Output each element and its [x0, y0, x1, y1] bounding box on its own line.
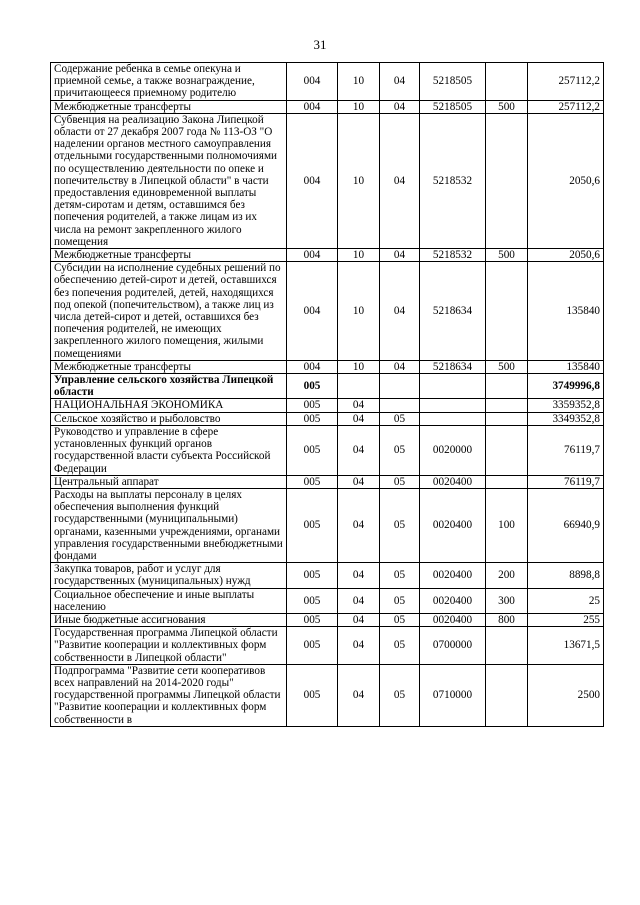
cell-amount: 76119,7: [528, 475, 604, 488]
cell-target-article: 0020400: [420, 475, 486, 488]
cell-subsection-code: 04: [380, 100, 420, 113]
cell-amount: 25: [528, 588, 604, 613]
cell-amount: 76119,7: [528, 425, 604, 475]
cell-expense-type: [486, 113, 528, 248]
table-row: [51, 475, 604, 488]
cell-amount: 255: [528, 613, 604, 626]
cell-expense-type: 500: [486, 249, 528, 262]
table-row: [51, 425, 604, 475]
cell-section-code: 04: [338, 627, 380, 665]
cell-name: Подпрограмма "Развитие сети кооперативов всех направлений на 2014-2020 годы" государственной программы Липецкой области "Развитие кооперации и коллективных форм собственности в: [51, 664, 287, 726]
cell-expense-type: [486, 374, 528, 399]
cell-expense-type: [486, 664, 528, 726]
cell-amount: 257112,2: [528, 100, 604, 113]
cell-subsection-code: 04: [380, 262, 420, 361]
cell-target-article: [420, 412, 486, 425]
cell-name: Расходы на выплаты персоналу в целях обеспечения выполнения функций государственными (муниципальными) органами, казенными учреждениями, органами управления государственными внебюджетными фондами: [51, 488, 287, 562]
table-row: [51, 374, 604, 399]
cell-section-code: 10: [338, 360, 380, 373]
cell-subsection-code: 05: [380, 412, 420, 425]
cell-department-code: 005: [287, 425, 338, 475]
table-row: [51, 262, 604, 361]
cell-amount: 2050,6: [528, 249, 604, 262]
cell-department-code: 004: [287, 249, 338, 262]
cell-amount: 3749996,8: [528, 374, 604, 399]
table-row: [51, 412, 604, 425]
cell-section-code: 04: [338, 588, 380, 613]
cell-department-code: 005: [287, 563, 338, 588]
cell-subsection-code: 05: [380, 613, 420, 626]
cell-department-code: 004: [287, 100, 338, 113]
table-row: [51, 588, 604, 613]
cell-expense-type: 200: [486, 563, 528, 588]
cell-amount: 135840: [528, 360, 604, 373]
cell-expense-type: [486, 627, 528, 665]
cell-subsection-code: [380, 399, 420, 412]
cell-amount: 66940,9: [528, 488, 604, 562]
cell-department-code: 005: [287, 374, 338, 399]
cell-target-article: 5218634: [420, 262, 486, 361]
cell-department-code: 005: [287, 412, 338, 425]
cell-department-code: 005: [287, 664, 338, 726]
cell-name: Межбюджетные трансферты: [51, 100, 287, 113]
cell-target-article: 0020400: [420, 488, 486, 562]
cell-target-article: 0700000: [420, 627, 486, 665]
cell-section-code: 04: [338, 475, 380, 488]
cell-target-article: [420, 374, 486, 399]
cell-subsection-code: 05: [380, 627, 420, 665]
cell-expense-type: [486, 412, 528, 425]
table-row: [51, 63, 604, 101]
cell-subsection-code: 04: [380, 360, 420, 373]
table-row: [51, 664, 604, 726]
cell-name: Руководство и управление в сфере установленных функций органов государственной власти субъекта Российской Федерации: [51, 425, 287, 475]
cell-subsection-code: 04: [380, 249, 420, 262]
table-row: [51, 249, 604, 262]
cell-target-article: 5218532: [420, 113, 486, 248]
cell-subsection-code: 05: [380, 475, 420, 488]
cell-section-code: 10: [338, 63, 380, 101]
cell-amount: 13671,5: [528, 627, 604, 665]
cell-subsection-code: 04: [380, 113, 420, 248]
cell-target-article: 0020400: [420, 588, 486, 613]
cell-target-article: 5218634: [420, 360, 486, 373]
cell-expense-type: 500: [486, 360, 528, 373]
table-row: [51, 627, 604, 665]
cell-section-code: 04: [338, 425, 380, 475]
cell-expense-type: [486, 262, 528, 361]
cell-target-article: 5218532: [420, 249, 486, 262]
cell-subsection-code: 05: [380, 563, 420, 588]
cell-target-article: 0020000: [420, 425, 486, 475]
cell-expense-type: 500: [486, 100, 528, 113]
cell-amount: 3359352,8: [528, 399, 604, 412]
table-row: [51, 113, 604, 248]
cell-amount: 3349352,8: [528, 412, 604, 425]
table-row: [51, 613, 604, 626]
cell-expense-type: 800: [486, 613, 528, 626]
cell-expense-type: [486, 425, 528, 475]
cell-department-code: 005: [287, 613, 338, 626]
cell-target-article: 0020400: [420, 613, 486, 626]
cell-subsection-code: 05: [380, 425, 420, 475]
cell-expense-type: [486, 475, 528, 488]
cell-name: Центральный аппарат: [51, 475, 287, 488]
cell-expense-type: 300: [486, 588, 528, 613]
cell-expense-type: [486, 399, 528, 412]
cell-target-article: 5218505: [420, 100, 486, 113]
cell-section-code: 04: [338, 399, 380, 412]
cell-name: НАЦИОНАЛЬНАЯ ЭКОНОМИКА: [51, 399, 287, 412]
cell-name: Субсидии на исполнение судебных решений по обеспечению детей-сирот и детей, оставшихся без попечения родителей, детей, находящихся под опекой (попечительством), а также лиц из числа детей-сирот и детей, оставшихся без попечения родителей, не имеющих закрепленного жилого помещения, жилыми помещениями: [51, 262, 287, 361]
cell-name: Закупка товаров, работ и услуг для государственных (муниципальных) нужд: [51, 563, 287, 588]
cell-department-code: 005: [287, 588, 338, 613]
cell-subsection-code: 05: [380, 488, 420, 562]
cell-department-code: 005: [287, 627, 338, 665]
cell-section-code: 10: [338, 100, 380, 113]
table-row: [51, 399, 604, 412]
cell-department-code: 004: [287, 113, 338, 248]
cell-section-code: 04: [338, 412, 380, 425]
cell-department-code: 004: [287, 360, 338, 373]
cell-department-code: 005: [287, 475, 338, 488]
cell-name: Государственная программа Липецкой области "Развитие кооперации и коллективных форм собственности в Липецкой области": [51, 627, 287, 665]
cell-section-code: 10: [338, 249, 380, 262]
budget-table: [50, 62, 604, 727]
cell-department-code: 005: [287, 488, 338, 562]
cell-subsection-code: 05: [380, 588, 420, 613]
cell-target-article: 0710000: [420, 664, 486, 726]
table-row: [51, 100, 604, 113]
cell-expense-type: 100: [486, 488, 528, 562]
cell-name: Иные бюджетные ассигнования: [51, 613, 287, 626]
cell-name: Управление сельского хозяйства Липецкой области: [51, 374, 287, 399]
cell-target-article: 0020400: [420, 563, 486, 588]
cell-name: Социальное обеспечение и иные выплаты населению: [51, 588, 287, 613]
cell-name: Межбюджетные трансферты: [51, 360, 287, 373]
cell-subsection-code: [380, 374, 420, 399]
cell-subsection-code: 05: [380, 664, 420, 726]
cell-name: Субвенция на реализацию Закона Липецкой области от 27 декабря 2007 года № 113-ОЗ "О наделении органов местного самоуправления отдельными государственными полномочиями по осуществлению деятельности по опеке и попечительству в Липецкой области" в части предоставления единовременной выплаты детям-сиротам и детям, оставшимся без попечения родителей, а также лицам из их числа на ремонт закрепленного жилого помещения: [51, 113, 287, 248]
cell-section-code: 04: [338, 664, 380, 726]
cell-section-code: 10: [338, 113, 380, 248]
table-row: [51, 488, 604, 562]
cell-department-code: 005: [287, 399, 338, 412]
cell-name: Сельское хозяйство и рыболовство: [51, 412, 287, 425]
cell-department-code: 004: [287, 262, 338, 361]
page-number: 31: [313, 37, 327, 52]
cell-section-code: 04: [338, 563, 380, 588]
cell-target-article: 5218505: [420, 63, 486, 101]
cell-section-code: [338, 374, 380, 399]
cell-name: Содержание ребенка в семье опекуна и приемной семье, а также вознаграждение, причитающееся приемному родителю: [51, 63, 287, 101]
table-row: [51, 360, 604, 373]
cell-expense-type: [486, 63, 528, 101]
cell-amount: 2500: [528, 664, 604, 726]
cell-section-code: 10: [338, 262, 380, 361]
cell-target-article: [420, 399, 486, 412]
cell-amount: 2050,6: [528, 113, 604, 248]
table-row: [51, 563, 604, 588]
cell-amount: 257112,2: [528, 63, 604, 101]
cell-subsection-code: 04: [380, 63, 420, 101]
cell-name: Межбюджетные трансферты: [51, 249, 287, 262]
cell-amount: 135840: [528, 262, 604, 361]
cell-amount: 8898,8: [528, 563, 604, 588]
cell-section-code: 04: [338, 613, 380, 626]
cell-section-code: 04: [338, 488, 380, 562]
cell-department-code: 004: [287, 63, 338, 101]
